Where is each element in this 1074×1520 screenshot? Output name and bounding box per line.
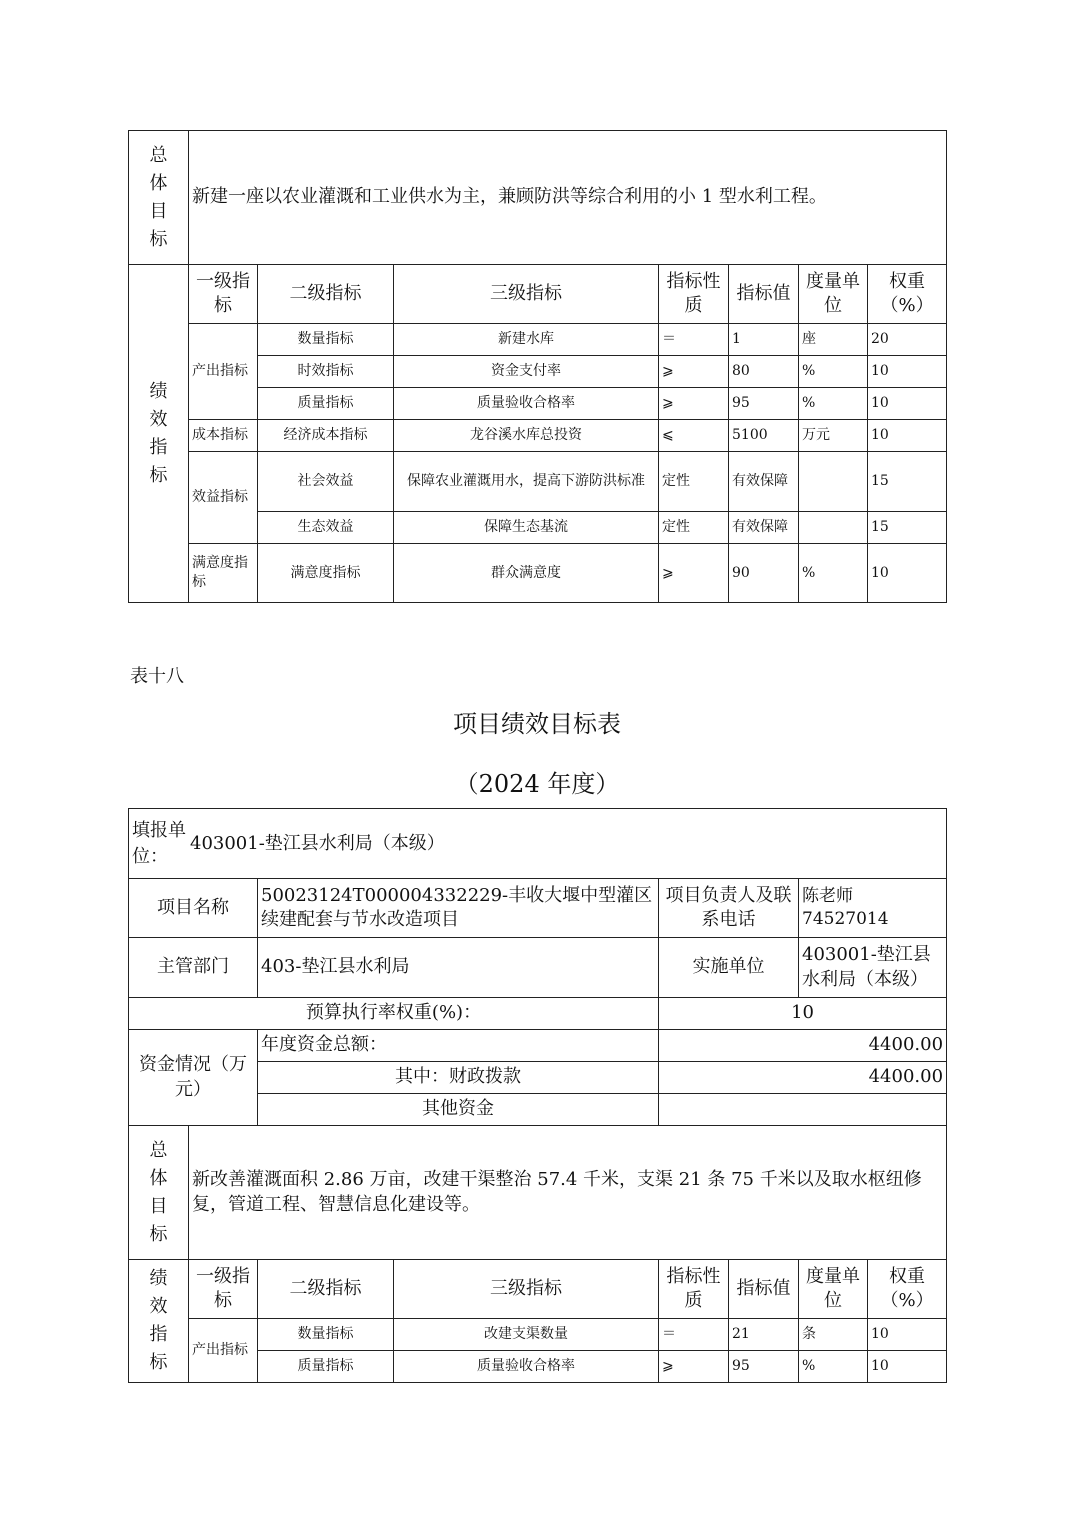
overall-goal-label: 总 体 目 标 [129,131,189,265]
unit-cell: % [799,356,868,388]
value-cell: 1 [729,324,799,356]
weight-cell: 20 [868,324,947,356]
project-leader-value: 陈老师 74527014 [799,879,947,938]
header-level1: 一级指标 [189,265,258,324]
page-title: 项目绩效目标表 [453,710,621,738]
project-name-value: 50023124T000004332229-丰收大堰中型灌区续建配套与节水改造项目 [258,879,659,938]
weight-cell: 10 [868,1351,947,1383]
fill-unit-value: 403001-垫江县水利局（本级） [190,832,445,854]
performance-indicator-label: 绩 效 指 标 [129,265,189,603]
performance-indicator-label: 绩 效 指 标 [129,1260,189,1383]
weight-cell: 10 [868,1319,947,1351]
unit-cell: % [799,544,868,603]
nature-cell: ⩾ [659,544,729,603]
level2-cell: 质量指标 [258,1351,394,1383]
year-subtitle: （2024 年度） [454,770,620,798]
header-level2: 二级指标 [258,1260,394,1319]
performance-table-2 [128,808,947,1383]
fill-unit-label: 填报单位： [132,819,186,867]
level2-cell: 生态效益 [258,512,394,544]
header-unit: 度量单位 [799,265,868,324]
unit-cell: % [799,1351,868,1383]
level2-cell: 经济成本指标 [258,420,394,452]
nature-cell: ⩾ [659,1351,729,1383]
level2-cell: 社会效益 [258,452,394,512]
level2-cell: 数量指标 [258,324,394,356]
nature-cell: 定性 [659,452,729,512]
funds-total-value: 4400.00 [659,1030,947,1062]
level3-cell: 新建水库 [394,324,659,356]
level3-cell: 质量验收合格率 [394,1351,659,1383]
implementing-unit-value: 403001-垫江县水利局（本级） [799,938,947,998]
overall-goal-label: 总 体 目 标 [129,1126,189,1260]
performance-table-1 [128,130,947,603]
value-cell: 21 [729,1319,799,1351]
weight-cell: 15 [868,512,947,544]
nature-cell: ⩾ [659,356,729,388]
level1-cell: 产出指标 [189,324,258,420]
funds-other-value [659,1094,947,1126]
level1-cell: 满意度指标 [189,544,258,603]
unit-cell: 座 [799,324,868,356]
header-value: 指标值 [729,1260,799,1319]
level1-cell: 成本指标 [189,420,258,452]
funds-fiscal-label: 其中：财政拨款 [258,1062,659,1094]
weight-cell: 10 [868,356,947,388]
level3-cell: 保障农业灌溉用水，提高下游防洪标准 [394,452,659,512]
unit-cell: 万元 [799,420,868,452]
level2-cell: 满意度指标 [258,544,394,603]
header-nature: 指标性质 [659,265,729,324]
header-level3: 三级指标 [394,1260,659,1319]
level3-cell: 龙谷溪水库总投资 [394,420,659,452]
level1-cell: 效益指标 [189,452,258,544]
weight-cell: 10 [868,420,947,452]
nature-cell: 定性 [659,512,729,544]
budget-rate-value: 10 [659,998,947,1030]
header-nature: 指标性质 [659,1260,729,1319]
table-row [129,420,947,452]
overall-goal-text: 新建一座以农业灌溉和工业供水为主，兼顾防洪等综合利用的小 1 型水利工程。 [189,131,947,265]
unit-cell [799,512,868,544]
level3-cell: 群众满意度 [394,544,659,603]
value-cell: 95 [729,388,799,420]
level3-cell: 质量验收合格率 [394,388,659,420]
value-cell: 80 [729,356,799,388]
value-cell: 有效保障 [729,512,799,544]
weight-cell: 10 [868,544,947,603]
nature-cell: ＝ [659,324,729,356]
unit-cell: % [799,388,868,420]
funds-total-label: 年度资金总额： [258,1030,659,1062]
nature-cell: ⩽ [659,420,729,452]
level2-cell: 质量指标 [258,388,394,420]
value-cell: 5100 [729,420,799,452]
table-row [129,1319,947,1351]
header-unit: 度量单位 [799,1260,868,1319]
unit-cell [799,452,868,512]
level1-cell: 产出指标 [189,1319,258,1383]
value-cell: 95 [729,1351,799,1383]
header-level2: 二级指标 [258,265,394,324]
header-weight: 权重（%） [868,1260,947,1319]
value-cell: 有效保障 [729,452,799,512]
table-number-label: 表十八 [130,666,184,687]
implementing-unit-label: 实施单位 [659,938,799,998]
level3-cell: 改建支渠数量 [394,1319,659,1351]
level3-cell: 资金支付率 [394,356,659,388]
level2-cell: 时效指标 [258,356,394,388]
weight-cell: 10 [868,388,947,420]
table-row [129,452,947,512]
project-leader-label: 项目负责人及联系电话 [659,879,799,938]
weight-cell: 15 [868,452,947,512]
header-level1: 一级指标 [189,1260,258,1319]
fill-unit-row [129,809,947,879]
budget-rate-label: 预算执行率权重(%)： [129,998,659,1030]
overall-goal-text: 新改善灌溉面积 2.86 万亩，改建干渠整治 57.4 千米，支渠 21 条 75 千米以及取水枢纽修复，管道工程、智慧信息化建设等。 [189,1126,947,1260]
funds-other-label: 其他资金 [258,1094,659,1126]
funds-fiscal-value: 4400.00 [659,1062,947,1094]
department-value: 403-垫江县水利局 [258,938,659,998]
table-row [129,544,947,603]
level2-cell: 数量指标 [258,1319,394,1351]
value-cell: 90 [729,544,799,603]
project-name-label: 项目名称 [129,879,258,938]
header-weight: 权重（%） [868,265,947,324]
table-row [129,324,947,356]
header-value: 指标值 [729,265,799,324]
funds-label: 资金情况（万元） [129,1030,258,1126]
nature-cell: ＝ [659,1319,729,1351]
nature-cell: ⩾ [659,388,729,420]
level3-cell: 保障生态基流 [394,512,659,544]
header-level3: 三级指标 [394,265,659,324]
unit-cell: 条 [799,1319,868,1351]
department-label: 主管部门 [129,938,258,998]
